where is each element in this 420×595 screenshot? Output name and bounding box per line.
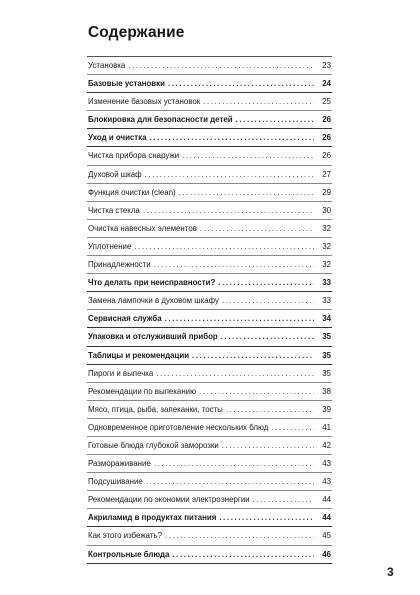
toc-dot-leader [145,166,314,184]
toc-entry-page: 24 [322,79,331,89]
toc-dot-leader [165,310,314,328]
toc-dot-leader [154,256,314,274]
toc-dot-leader [165,527,314,545]
toc-entry [87,437,332,455]
toc-dot-leader [182,147,314,165]
toc-entry-label: Рекомендации по экономии электроэнергии [88,495,250,505]
toc-dot-leader [271,419,314,437]
toc-dot-leader [199,383,314,401]
toc-entry-label: Упаковка и отслуживший прибор [88,332,218,342]
toc-dot-leader [179,184,314,202]
toc-dot-leader [222,292,314,310]
toc-dot-leader [221,328,314,346]
toc-entry [87,274,332,292]
toc-entry-label: Установка [88,61,126,70]
toc-entry-page: 33 [322,278,331,288]
toc-entry-page: 46 [322,549,331,559]
toc-entry-label: Очистка навесных элементов [88,223,197,233]
toc-entry-page: 44 [322,513,331,523]
toc-entry [87,546,332,564]
toc-entry-page: 32 [322,260,331,270]
toc-entry [87,166,332,184]
toc-entry-label: Одновременное приготовление нескольких блюд [88,422,269,432]
toc-entry-page: 29 [322,187,331,197]
toc-dot-leader [203,93,314,111]
toc-entry-label: Принадлежности [88,260,151,270]
toc-entry-page: 25 [322,97,331,107]
toc-entry-label: Что делать при неисправности? [88,278,216,288]
toc-entry-label: Духовой шкаф [88,169,142,179]
toc-entry-label: Пироги и выпечка [88,368,154,378]
toc-entry-label: Акриламид в продуктах питания [88,513,217,523]
toc-dot-leader [128,57,314,75]
toc-entry-page: 41 [322,422,331,432]
toc-dot-leader [172,546,314,564]
toc-entry [87,310,332,328]
toc-entry [87,111,332,129]
toc-dot-leader [143,202,314,220]
toc-entry-label: Таблицы и рекомендации [88,350,190,360]
toc-entry [87,129,332,147]
toc-entry-page: 44 [322,495,331,505]
toc-entry [87,256,332,274]
toc-entry [87,292,332,310]
page-title: Содержание [88,24,185,41]
toc-dot-leader [156,365,314,383]
toc-entry [87,202,332,220]
toc-entry [87,147,332,165]
toc-entry-label: Блокировка для безопасности детей [88,115,233,125]
toc-entry [87,509,332,527]
toc-dot-leader [154,455,314,473]
toc-entry-page: 23 [322,61,331,70]
toc-dot-leader [168,75,314,93]
toc-dot-leader [222,437,314,455]
toc-entry-label: Чистка прибора снаружи [88,151,180,161]
toc-entry-page: 42 [322,440,331,450]
toc-entry-label: Размораживание [88,459,151,469]
toc-entry-label: Функция очистки (clean) [88,187,176,197]
toc-entry-label: Замена лампочки в духовом шкафу [88,296,219,306]
toc-entry [87,401,332,419]
toc-dot-leader [236,111,314,129]
toc-dot-leader [226,401,314,419]
toc-entry-page: 35 [322,350,331,360]
toc-entry [87,75,332,93]
toc-entry-page: 34 [322,314,331,324]
toc-dot-leader [192,347,314,365]
toc-dot-leader [218,274,314,292]
toc-entry-label: Базовые установки [88,79,165,89]
toc-entry [87,365,332,383]
toc-entry-page: 39 [322,404,331,414]
toc-entry [87,328,332,346]
toc-entry-label: Подсушивание [88,477,143,487]
toc-entry-label: Как этого избежать? [88,531,162,541]
toc-entry-page: 33 [322,296,331,306]
toc-entry-label: Сервисная служба [88,314,162,324]
toc-entry [87,184,332,202]
toc-dot-leader [219,509,314,527]
toc-entry-label: Изменение базовых установок [88,97,201,107]
toc-entry-page: 27 [322,169,331,179]
toc-dot-leader [146,473,314,491]
toc-entry [87,419,332,437]
toc-entry-label: Уход и очистка [88,133,147,143]
toc-entry-page: 43 [322,477,331,487]
page-number: 3 [387,565,394,579]
toc-entry [87,473,332,491]
toc-entry [87,383,332,401]
toc-entry-page: 35 [322,368,331,378]
toc-entry [87,491,332,509]
toc-entry-page: 45 [322,531,331,541]
toc-entry-page: 35 [322,332,331,342]
toc-entry-label: Уплотнение [88,241,132,251]
toc-dot-leader [253,491,314,509]
toc-entry-page: 38 [322,386,331,396]
toc-entry [87,347,332,365]
toc-entry-page: 30 [322,205,331,215]
toc-entry [87,527,332,545]
toc-entry-label: Рекомендации по выпеканию [88,386,196,396]
toc-entry-page: 26 [322,133,331,143]
table-of-contents [87,56,332,564]
toc-entry-page: 26 [322,115,331,125]
toc-entry [87,93,332,111]
toc-entry [87,455,332,473]
toc-entry-label: Мясо, птица, рыба, запеканки, тосты [88,404,223,414]
toc-entry-label: Чистка стекла [88,205,140,215]
toc-entry-page: 43 [322,459,331,469]
toc-dot-leader [150,129,314,147]
toc-entry [87,57,332,75]
toc-entry-page: 32 [322,241,331,251]
toc-dot-leader [134,238,314,256]
toc-entry-page: 32 [322,223,331,233]
toc-dot-leader [200,220,314,238]
toc-entry-label: Контрольные блюда [88,549,170,559]
toc-entry [87,220,332,238]
toc-entry-page: 26 [322,151,331,161]
toc-entry-label: Готовые блюда глубокой заморозки [88,440,219,450]
toc-entry [87,238,332,256]
